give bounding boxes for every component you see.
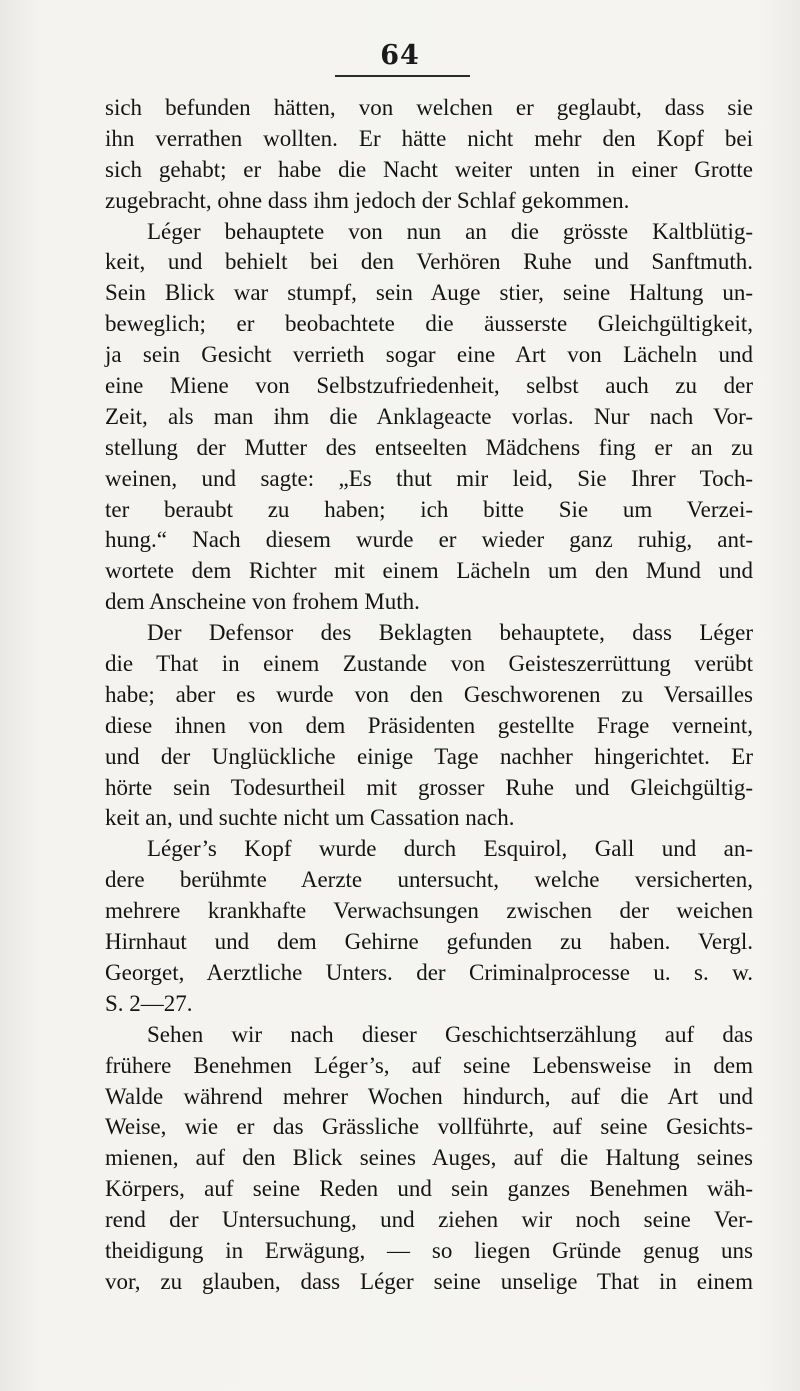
text-line: ihn verrathen wollten. Er hätte nicht mehr den Kopf bei [105, 125, 753, 151]
text-line: Léger’s Kopf wurde durch Esquirol, Gall und an- [147, 836, 753, 862]
text-line: vor, zu glauben, dass Léger seine unselige That in einem [105, 1268, 753, 1294]
text-line: hörte sein Todesurtheil mit grosser Ruhe und Gleichgültig- [105, 774, 753, 800]
text-line: frühere Benehmen Léger’s, auf seine Lebensweise in dem [105, 1052, 753, 1078]
text-line: Zeit, als man ihm die Anklageacte vorlas. Nur nach Vor- [105, 403, 753, 429]
text-line: sich befunden hätten, von welchen er geglaubt, dass sie [105, 95, 753, 120]
text-line: Walde während mehrer Wochen hindurch, auf die Art und [105, 1083, 753, 1109]
text-line: eine Miene von Selbstzufriedenheit, selbst auch zu der [105, 373, 753, 399]
text-line: mehrere krankhafte Verwachsungen zwischen der weichen [105, 898, 753, 924]
text-line: wortete dem Richter mit einem Lächeln um den Mund und [105, 558, 753, 584]
text-line: Georget, Aerztliche Unters. der Criminalprocesse u. s. w. [105, 959, 753, 985]
page-number: 64 [380, 40, 420, 71]
text-line: ter beraubt zu haben; ich bitte Sie um Verzei- [105, 496, 753, 522]
text-line: Hirnhaut und dem Gehirne gefunden zu haben. Vergl. [105, 929, 753, 955]
text-line: keit an, und suchte nicht um Cassation nach. [105, 805, 515, 831]
text-line: weinen, und sagte: „Es thut mir leid, Sie Ihrer Toch- [105, 465, 753, 491]
text-line: mienen, auf den Blick seines Auges, auf die Haltung seines [105, 1145, 753, 1171]
text-line: Weise, wie er das Grässliche vollführte, auf seine Gesichts- [105, 1114, 753, 1140]
text-line: stellung der Mutter des entseelten Mädchens fing er an zu [105, 434, 753, 460]
text-line: Der Defensor des Beklagten behauptete, dass Léger [147, 620, 753, 646]
text-line: Körpers, auf seine Reden und sein ganzes Benehmen wäh- [105, 1176, 753, 1202]
text-line: ja sein Gesicht verrieth sogar eine Art von Lächeln und [105, 342, 753, 368]
text-line: Léger behauptete von nun an die grösste Kaltblütig- [147, 218, 753, 244]
text-line: Sein Blick war stumpf, sein Auge stier, seine Haltung un- [105, 280, 753, 306]
text-line: theidigung in Erwägung, — so liegen Gründe genug uns [105, 1237, 753, 1263]
text-line: habe; aber es wurde von den Geschworenen zu Versailles [105, 681, 753, 707]
text-line: und der Unglückliche einige Tage nachher hingerichtet. Er [105, 743, 753, 769]
text-line: keit, und behielt bei den Verhören Ruhe und Sanftmuth. [105, 249, 753, 275]
text-line: diese ihnen von dem Präsidenten gestellte Frage verneint, [105, 712, 753, 738]
body-text [105, 93, 753, 1298]
header-rule [335, 75, 470, 77]
text-line: S. 2—27. [105, 990, 193, 1016]
text-line: beweglich; er beobachtete die äusserste Gleichgültigkeit, [105, 311, 753, 337]
text-line: dere berühmte Aerzte untersucht, welche versicherten, [105, 867, 753, 893]
text-line: Sehen wir nach dieser Geschichtserzählung auf das [147, 1021, 753, 1047]
text-line: rend der Untersuchung, und ziehen wir noch seine Ver- [105, 1207, 753, 1233]
text-line: die That in einem Zustande von Geisteszerrüttung verübt [105, 651, 753, 677]
text-line: zugebracht, ohne dass ihm jedoch der Schlaf gekommen. [105, 187, 630, 213]
text-line: hung.“ Nach diesem wurde er wieder ganz ruhig, ant- [105, 527, 753, 553]
text-line: sich gehabt; er habe die Nacht weiter unten in einer Grotte [105, 156, 753, 182]
text-line: dem Anscheine von frohem Muth. [105, 589, 420, 615]
